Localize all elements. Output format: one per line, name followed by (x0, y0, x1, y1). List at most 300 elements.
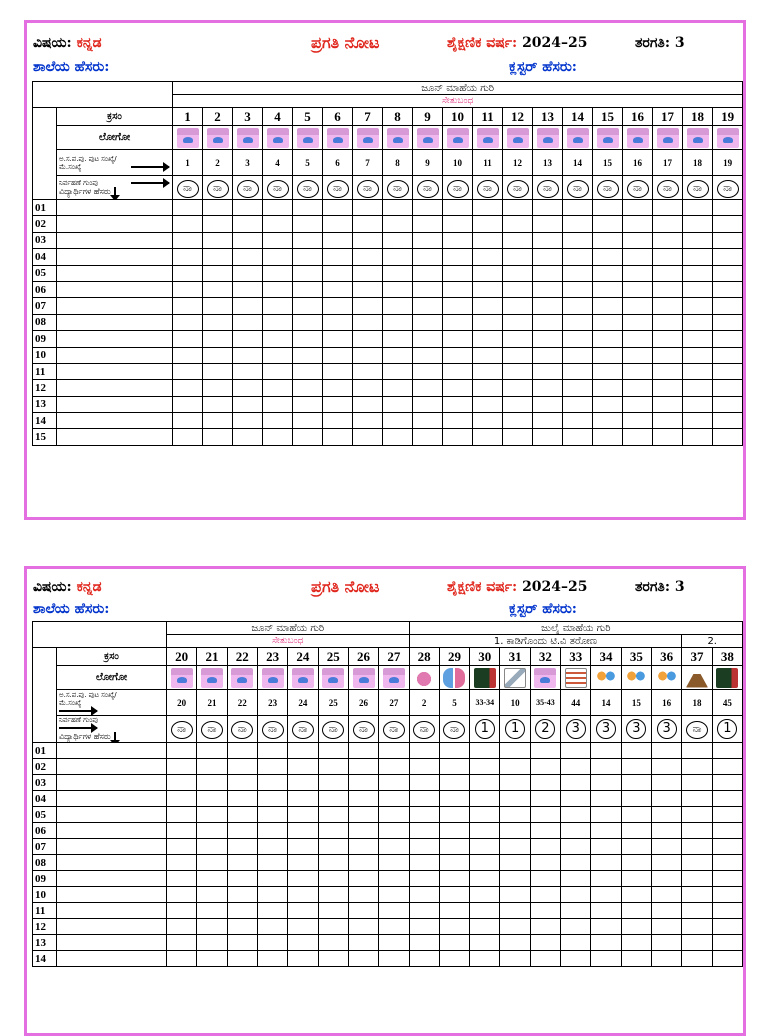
score-cell[interactable] (470, 775, 500, 791)
score-cell[interactable] (533, 331, 563, 347)
score-cell[interactable] (683, 413, 713, 429)
score-cell[interactable] (713, 429, 743, 445)
score-cell[interactable] (227, 759, 257, 775)
score-cell[interactable] (233, 314, 263, 330)
score-cell[interactable] (167, 887, 197, 903)
score-cell[interactable] (561, 871, 591, 887)
score-cell[interactable] (470, 887, 500, 903)
score-cell[interactable] (288, 903, 318, 919)
student-name-cell[interactable] (57, 232, 173, 248)
score-cell[interactable] (652, 935, 682, 951)
score-cell[interactable] (653, 380, 683, 396)
score-cell[interactable] (227, 775, 257, 791)
score-cell[interactable] (439, 791, 469, 807)
score-cell[interactable] (470, 951, 500, 967)
score-cell[interactable] (503, 216, 533, 232)
score-cell[interactable] (500, 743, 530, 759)
score-cell[interactable] (197, 791, 227, 807)
score-cell[interactable] (413, 331, 443, 347)
score-cell[interactable] (383, 429, 413, 445)
score-cell[interactable] (530, 887, 560, 903)
score-cell[interactable] (293, 314, 323, 330)
score-cell[interactable] (473, 298, 503, 314)
score-cell[interactable] (383, 314, 413, 330)
score-cell[interactable] (500, 855, 530, 871)
score-cell[interactable] (409, 855, 439, 871)
score-cell[interactable] (383, 347, 413, 363)
score-cell[interactable] (500, 903, 530, 919)
score-cell[interactable] (683, 363, 713, 379)
score-cell[interactable] (353, 363, 383, 379)
score-cell[interactable] (413, 216, 443, 232)
score-cell[interactable] (227, 743, 257, 759)
score-cell[interactable] (533, 380, 563, 396)
score-cell[interactable] (233, 331, 263, 347)
score-cell[interactable] (712, 903, 742, 919)
score-cell[interactable] (500, 807, 530, 823)
score-cell[interactable] (443, 200, 473, 216)
score-cell[interactable] (623, 265, 653, 281)
score-cell[interactable] (257, 743, 287, 759)
score-cell[interactable] (591, 903, 621, 919)
score-cell[interactable] (530, 839, 560, 855)
score-cell[interactable] (383, 331, 413, 347)
score-cell[interactable] (379, 775, 409, 791)
score-cell[interactable] (348, 743, 378, 759)
score-cell[interactable] (683, 347, 713, 363)
score-cell[interactable] (173, 232, 203, 248)
score-cell[interactable] (561, 855, 591, 871)
score-cell[interactable] (288, 743, 318, 759)
score-cell[interactable] (318, 855, 348, 871)
score-cell[interactable] (682, 887, 712, 903)
score-cell[interactable] (227, 871, 257, 887)
student-name-cell[interactable] (57, 396, 173, 412)
score-cell[interactable] (500, 935, 530, 951)
score-cell[interactable] (623, 249, 653, 265)
score-cell[interactable] (500, 871, 530, 887)
score-cell[interactable] (533, 232, 563, 248)
score-cell[interactable] (653, 363, 683, 379)
score-cell[interactable] (530, 775, 560, 791)
student-name-cell[interactable] (57, 887, 167, 903)
score-cell[interactable] (623, 331, 653, 347)
score-cell[interactable] (652, 839, 682, 855)
score-cell[interactable] (353, 413, 383, 429)
score-cell[interactable] (413, 281, 443, 297)
score-cell[interactable] (683, 200, 713, 216)
score-cell[interactable] (652, 887, 682, 903)
score-cell[interactable] (203, 265, 233, 281)
score-cell[interactable] (591, 951, 621, 967)
score-cell[interactable] (288, 919, 318, 935)
score-cell[interactable] (593, 380, 623, 396)
score-cell[interactable] (257, 919, 287, 935)
score-cell[interactable] (203, 331, 233, 347)
score-cell[interactable] (197, 775, 227, 791)
score-cell[interactable] (318, 839, 348, 855)
score-cell[interactable] (439, 935, 469, 951)
score-cell[interactable] (683, 314, 713, 330)
score-cell[interactable] (652, 759, 682, 775)
student-name-cell[interactable] (57, 823, 167, 839)
score-cell[interactable] (473, 281, 503, 297)
score-cell[interactable] (652, 807, 682, 823)
score-cell[interactable] (409, 807, 439, 823)
score-cell[interactable] (413, 314, 443, 330)
score-cell[interactable] (473, 249, 503, 265)
score-cell[interactable] (353, 232, 383, 248)
score-cell[interactable] (503, 298, 533, 314)
score-cell[interactable] (443, 331, 473, 347)
score-cell[interactable] (561, 775, 591, 791)
score-cell[interactable] (443, 298, 473, 314)
score-cell[interactable] (503, 380, 533, 396)
score-cell[interactable] (197, 887, 227, 903)
score-cell[interactable] (379, 903, 409, 919)
score-cell[interactable] (233, 232, 263, 248)
score-cell[interactable] (563, 331, 593, 347)
score-cell[interactable] (257, 775, 287, 791)
score-cell[interactable] (288, 775, 318, 791)
score-cell[interactable] (712, 775, 742, 791)
score-cell[interactable] (500, 759, 530, 775)
score-cell[interactable] (233, 363, 263, 379)
score-cell[interactable] (653, 216, 683, 232)
score-cell[interactable] (323, 363, 353, 379)
score-cell[interactable] (682, 919, 712, 935)
score-cell[interactable] (257, 871, 287, 887)
score-cell[interactable] (621, 903, 651, 919)
score-cell[interactable] (173, 216, 203, 232)
score-cell[interactable] (203, 249, 233, 265)
score-cell[interactable] (227, 839, 257, 855)
score-cell[interactable] (197, 759, 227, 775)
score-cell[interactable] (288, 935, 318, 951)
score-cell[interactable] (318, 887, 348, 903)
score-cell[interactable] (593, 298, 623, 314)
score-cell[interactable] (383, 232, 413, 248)
score-cell[interactable] (353, 396, 383, 412)
score-cell[interactable] (561, 919, 591, 935)
score-cell[interactable] (233, 396, 263, 412)
score-cell[interactable] (713, 347, 743, 363)
score-cell[interactable] (197, 935, 227, 951)
score-cell[interactable] (409, 887, 439, 903)
score-cell[interactable] (713, 331, 743, 347)
score-cell[interactable] (233, 249, 263, 265)
score-cell[interactable] (257, 759, 287, 775)
score-cell[interactable] (500, 823, 530, 839)
score-cell[interactable] (623, 380, 653, 396)
score-cell[interactable] (413, 363, 443, 379)
score-cell[interactable] (591, 807, 621, 823)
score-cell[interactable] (197, 839, 227, 855)
score-cell[interactable] (203, 347, 233, 363)
score-cell[interactable] (288, 871, 318, 887)
score-cell[interactable] (318, 919, 348, 935)
score-cell[interactable] (712, 935, 742, 951)
score-cell[interactable] (713, 216, 743, 232)
score-cell[interactable] (530, 807, 560, 823)
score-cell[interactable] (323, 281, 353, 297)
score-cell[interactable] (682, 871, 712, 887)
score-cell[interactable] (293, 413, 323, 429)
score-cell[interactable] (227, 791, 257, 807)
score-cell[interactable] (439, 919, 469, 935)
score-cell[interactable] (443, 429, 473, 445)
score-cell[interactable] (713, 363, 743, 379)
score-cell[interactable] (503, 265, 533, 281)
student-name-cell[interactable] (57, 429, 173, 445)
score-cell[interactable] (167, 951, 197, 967)
score-cell[interactable] (167, 791, 197, 807)
score-cell[interactable] (227, 903, 257, 919)
score-cell[interactable] (173, 347, 203, 363)
score-cell[interactable] (257, 839, 287, 855)
score-cell[interactable] (563, 363, 593, 379)
score-cell[interactable] (621, 935, 651, 951)
score-cell[interactable] (167, 919, 197, 935)
score-cell[interactable] (503, 200, 533, 216)
score-cell[interactable] (623, 396, 653, 412)
score-cell[interactable] (443, 281, 473, 297)
score-cell[interactable] (712, 743, 742, 759)
score-cell[interactable] (653, 396, 683, 412)
score-cell[interactable] (348, 887, 378, 903)
score-cell[interactable] (353, 331, 383, 347)
score-cell[interactable] (530, 871, 560, 887)
score-cell[interactable] (473, 331, 503, 347)
score-cell[interactable] (503, 413, 533, 429)
score-cell[interactable] (563, 265, 593, 281)
score-cell[interactable] (621, 839, 651, 855)
score-cell[interactable] (379, 887, 409, 903)
score-cell[interactable] (683, 298, 713, 314)
score-cell[interactable] (203, 363, 233, 379)
score-cell[interactable] (288, 839, 318, 855)
score-cell[interactable] (682, 807, 712, 823)
score-cell[interactable] (227, 935, 257, 951)
score-cell[interactable] (653, 314, 683, 330)
score-cell[interactable] (621, 887, 651, 903)
score-cell[interactable] (439, 759, 469, 775)
score-cell[interactable] (288, 807, 318, 823)
score-cell[interactable] (383, 200, 413, 216)
score-cell[interactable] (409, 791, 439, 807)
score-cell[interactable] (263, 298, 293, 314)
score-cell[interactable] (593, 314, 623, 330)
score-cell[interactable] (500, 919, 530, 935)
score-cell[interactable] (227, 855, 257, 871)
score-cell[interactable] (409, 743, 439, 759)
score-cell[interactable] (293, 298, 323, 314)
score-cell[interactable] (409, 871, 439, 887)
score-cell[interactable] (203, 281, 233, 297)
score-cell[interactable] (379, 951, 409, 967)
score-cell[interactable] (593, 249, 623, 265)
score-cell[interactable] (203, 396, 233, 412)
score-cell[interactable] (413, 413, 443, 429)
score-cell[interactable] (561, 791, 591, 807)
score-cell[interactable] (263, 429, 293, 445)
score-cell[interactable] (500, 791, 530, 807)
score-cell[interactable] (197, 743, 227, 759)
score-cell[interactable] (563, 298, 593, 314)
score-cell[interactable] (503, 331, 533, 347)
score-cell[interactable] (443, 314, 473, 330)
score-cell[interactable] (203, 380, 233, 396)
student-name-cell[interactable] (57, 743, 167, 759)
score-cell[interactable] (409, 823, 439, 839)
student-name-cell[interactable] (57, 200, 173, 216)
score-cell[interactable] (623, 281, 653, 297)
score-cell[interactable] (443, 347, 473, 363)
score-cell[interactable] (623, 232, 653, 248)
score-cell[interactable] (197, 871, 227, 887)
score-cell[interactable] (203, 314, 233, 330)
score-cell[interactable] (383, 249, 413, 265)
score-cell[interactable] (348, 903, 378, 919)
score-cell[interactable] (413, 380, 443, 396)
score-cell[interactable] (561, 743, 591, 759)
score-cell[interactable] (473, 216, 503, 232)
score-cell[interactable] (348, 759, 378, 775)
score-cell[interactable] (409, 903, 439, 919)
score-cell[interactable] (348, 807, 378, 823)
score-cell[interactable] (683, 331, 713, 347)
score-cell[interactable] (203, 298, 233, 314)
score-cell[interactable] (712, 871, 742, 887)
score-cell[interactable] (413, 265, 443, 281)
score-cell[interactable] (318, 935, 348, 951)
score-cell[interactable] (263, 281, 293, 297)
score-cell[interactable] (293, 200, 323, 216)
score-cell[interactable] (503, 232, 533, 248)
score-cell[interactable] (323, 200, 353, 216)
student-name-cell[interactable] (57, 281, 173, 297)
score-cell[interactable] (263, 347, 293, 363)
score-cell[interactable] (413, 347, 443, 363)
score-cell[interactable] (593, 232, 623, 248)
score-cell[interactable] (383, 281, 413, 297)
score-cell[interactable] (173, 429, 203, 445)
score-cell[interactable] (383, 413, 413, 429)
score-cell[interactable] (409, 935, 439, 951)
score-cell[interactable] (561, 951, 591, 967)
score-cell[interactable] (682, 743, 712, 759)
score-cell[interactable] (563, 396, 593, 412)
score-cell[interactable] (623, 200, 653, 216)
score-cell[interactable] (167, 823, 197, 839)
score-cell[interactable] (318, 903, 348, 919)
score-cell[interactable] (293, 232, 323, 248)
score-cell[interactable] (561, 935, 591, 951)
score-cell[interactable] (379, 823, 409, 839)
score-cell[interactable] (233, 281, 263, 297)
score-cell[interactable] (563, 281, 593, 297)
score-cell[interactable] (503, 429, 533, 445)
score-cell[interactable] (682, 903, 712, 919)
score-cell[interactable] (257, 823, 287, 839)
score-cell[interactable] (591, 775, 621, 791)
score-cell[interactable] (561, 903, 591, 919)
score-cell[interactable] (293, 265, 323, 281)
score-cell[interactable] (263, 413, 293, 429)
score-cell[interactable] (383, 216, 413, 232)
score-cell[interactable] (593, 347, 623, 363)
score-cell[interactable] (682, 935, 712, 951)
score-cell[interactable] (379, 855, 409, 871)
score-cell[interactable] (173, 380, 203, 396)
score-cell[interactable] (413, 429, 443, 445)
score-cell[interactable] (288, 791, 318, 807)
score-cell[interactable] (500, 951, 530, 967)
score-cell[interactable] (227, 807, 257, 823)
score-cell[interactable] (530, 759, 560, 775)
score-cell[interactable] (443, 363, 473, 379)
student-name-cell[interactable] (57, 871, 167, 887)
student-name-cell[interactable] (57, 791, 167, 807)
score-cell[interactable] (227, 887, 257, 903)
score-cell[interactable] (348, 935, 378, 951)
score-cell[interactable] (409, 775, 439, 791)
score-cell[interactable] (167, 775, 197, 791)
score-cell[interactable] (623, 216, 653, 232)
student-name-cell[interactable] (57, 759, 167, 775)
score-cell[interactable] (167, 871, 197, 887)
score-cell[interactable] (712, 759, 742, 775)
score-cell[interactable] (470, 807, 500, 823)
score-cell[interactable] (712, 855, 742, 871)
score-cell[interactable] (293, 249, 323, 265)
score-cell[interactable] (173, 396, 203, 412)
score-cell[interactable] (203, 413, 233, 429)
score-cell[interactable] (621, 823, 651, 839)
score-cell[interactable] (683, 396, 713, 412)
score-cell[interactable] (500, 839, 530, 855)
score-cell[interactable] (533, 314, 563, 330)
student-name-cell[interactable] (57, 903, 167, 919)
student-name-cell[interactable] (57, 839, 167, 855)
score-cell[interactable] (653, 249, 683, 265)
score-cell[interactable] (353, 200, 383, 216)
score-cell[interactable] (621, 807, 651, 823)
score-cell[interactable] (470, 743, 500, 759)
score-cell[interactable] (443, 265, 473, 281)
score-cell[interactable] (293, 380, 323, 396)
score-cell[interactable] (682, 775, 712, 791)
score-cell[interactable] (712, 887, 742, 903)
score-cell[interactable] (288, 887, 318, 903)
score-cell[interactable] (379, 743, 409, 759)
score-cell[interactable] (683, 281, 713, 297)
score-cell[interactable] (263, 363, 293, 379)
score-cell[interactable] (713, 200, 743, 216)
student-name-cell[interactable] (57, 775, 167, 791)
score-cell[interactable] (293, 281, 323, 297)
score-cell[interactable] (683, 216, 713, 232)
score-cell[interactable] (653, 347, 683, 363)
score-cell[interactable] (353, 265, 383, 281)
score-cell[interactable] (591, 823, 621, 839)
score-cell[interactable] (383, 363, 413, 379)
score-cell[interactable] (473, 429, 503, 445)
score-cell[interactable] (623, 429, 653, 445)
score-cell[interactable] (682, 823, 712, 839)
score-cell[interactable] (197, 807, 227, 823)
score-cell[interactable] (263, 200, 293, 216)
